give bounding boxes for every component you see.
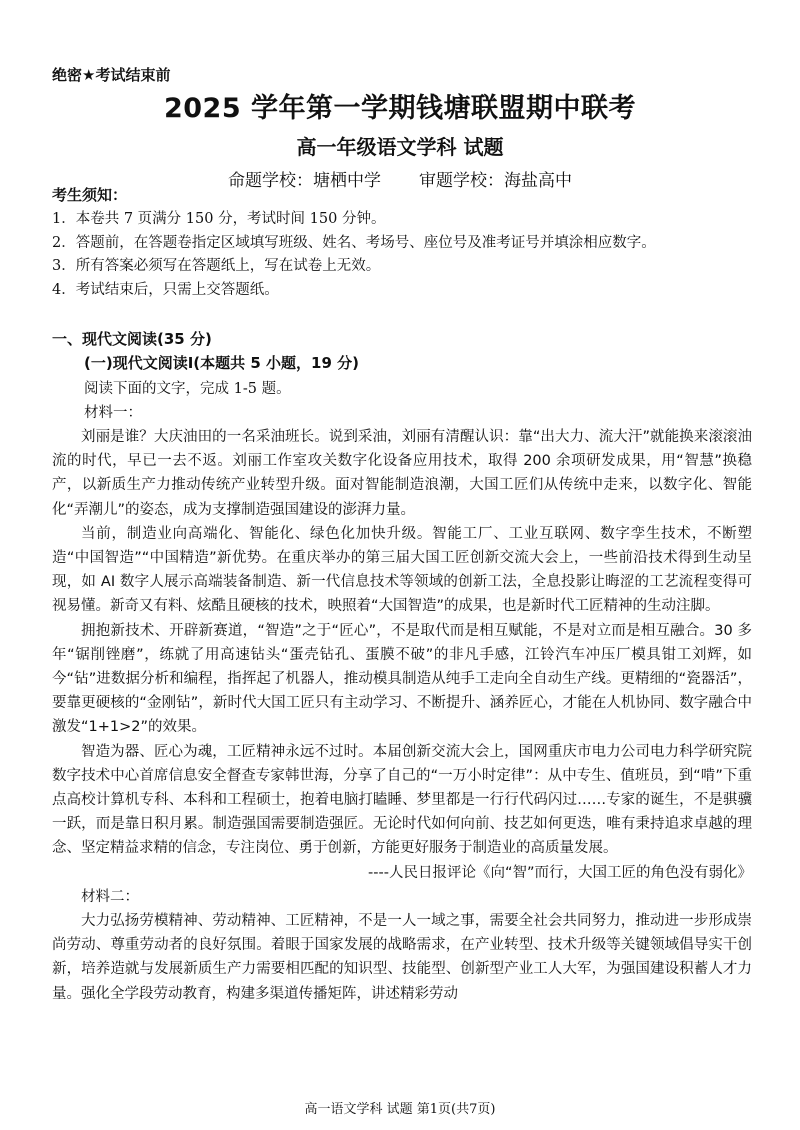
passage-paragraph: 刘丽是谁？大庆油田的一名采油班长。说到采油，刘丽有清醒认识：靠“出大力、流大汗”就能换来滚滚油流的时代，早已一去不返。刘丽工作室攻关数字化设备应用技术，取得 200 余项研发成果，用“智慧”换稳产，以新质生产力推动传统产业转型升级。面对智能制造浪潮，大国工匠们从传统中走来，以数字化、智能化“弄潮儿”的姿态，成为支撑制造强国建设的澎湃力量。: [52, 429, 752, 518]
reading-instruction: 阅读下面的文字，完成 1-5 题。: [84, 381, 291, 397]
passage-paragraph: 智造为器、匠心为魂，工匠精神永远不过时。本届创新交流大会上，国网重庆市电力公司电力科学研究院数字技术中心首席信息安全督查专家韩世海，分享了自己的“一万小时定律”：从中专生、值班员，到“啃”下重点高校计算机专科、本科和工程硕士，抱着电脑打瞌睡、梦里都是一行行代码闪过……专家的诞生，不是骐骥一跃，而是靠日积月累。制造强国需要制造强匠。无论时代如何向前、技艺如何更迭，唯有秉持追求卓越的理念、坚定精益求精的信念，专注岗位、勇于创新，方能更好服务于制造业的高质量发展。: [52, 743, 752, 857]
section-heading: 一、现代文阅读(35 分): [52, 330, 212, 348]
passage-paragraph: 当前，制造业向高端化、智能化、绿色化加快升级。智能工厂、工业互联网、数字孪生技术，不断塑造“中国智造”“中国精造”新优势。在重庆举办的第三届大国工匠创新交流大会上，一些前沿技术得到生动呈现，如 AI 数字人展示高端装备制造、新一代信息技术等领域的创新工法，全息投影让晦涩的工艺流程变得可视易懂。新奇又有料、炫酷且硬核的技术，映照着“大国智造”的成果，也是新时代工匠精神的生动注脚。: [52, 525, 752, 615]
page-footer: 高一语文学科 试题 第1页(共7页): [304, 1102, 496, 1117]
notice-item: 3．所有答案必须写在答题纸上，写在试卷上无效。: [52, 258, 381, 274]
reviewer-school: 审题学校：海盐高中: [419, 171, 572, 191]
proposer-school: 命题学校：塘栖中学: [228, 171, 381, 191]
passage-paragraph: 大力弘扬劳模精神、劳动精神、工匠精神，不是一人一域之事，需要全社会共同努力，推动进一步形成崇尚劳动、尊重劳动者的良好氛围。着眼于国家发展的战略需求，在产业转型、技术升级等关键领域倡导实干创新，培养造就与发展新质生产力需要相匹配的知识型、技能型、创新型产业工人大军，为强国建设积蓄人才力量。强化全学段劳动教育，构建多渠道传播矩阵，讲述精彩劳动: [52, 913, 752, 1002]
material-two-label: 材料二：: [81, 888, 139, 905]
notice-item: 1．本卷共 7 页满分 150 分，考试时间 150 分钟。: [52, 211, 386, 227]
notice-list: [52, 208, 772, 302]
material-one-label: 材料一：: [84, 405, 142, 421]
notice-item: 4．考试结束后，只需上交答题纸。: [52, 281, 279, 298]
exam-subtitle: 高一年级语文学科 试题: [296, 135, 504, 159]
exam-title: 2025 学年第一学期钱塘联盟期中联考: [163, 93, 637, 124]
reading-passage: [52, 425, 752, 1006]
subsection-heading: (一)现代文阅读Ⅰ(本题共 5 小题，19 分): [84, 354, 359, 372]
notice-item: 2．答题前，在答题卷指定区域填写班级、姓名、考场号、座位号及准考证号并填涂相应数字。: [52, 234, 656, 251]
passage-paragraph: 拥抱新技术、开辟新赛道，“智造”之于“匠心”，不是取代而是相互赋能，不是对立而是相互融合。30 多年“锯削锉磨”，练就了用高速钻头“蛋壳钻孔、蛋膜不破”的非凡手感，江铃汽车冲压厂模具钳工刘辉，如今“钻”进数据分析和编程，指挥起了机器人，推动模具制造从纯手工走向全自动生产线。更精细的“瓷器活”，要靠更硬核的“金刚钻”，新时代大国工匠只有主动学习、不断提升、涵养匠心，才能在人机协同、数字融合中激发“1+1>2”的效果。: [52, 622, 752, 736]
notice-heading: 考生须知：: [52, 186, 128, 204]
confidential-label: 绝密★考试结束前: [52, 66, 171, 84]
passage-source: ----人民日报评论《向“智”而行，大国工匠的角色没有弱化》: [368, 864, 752, 881]
